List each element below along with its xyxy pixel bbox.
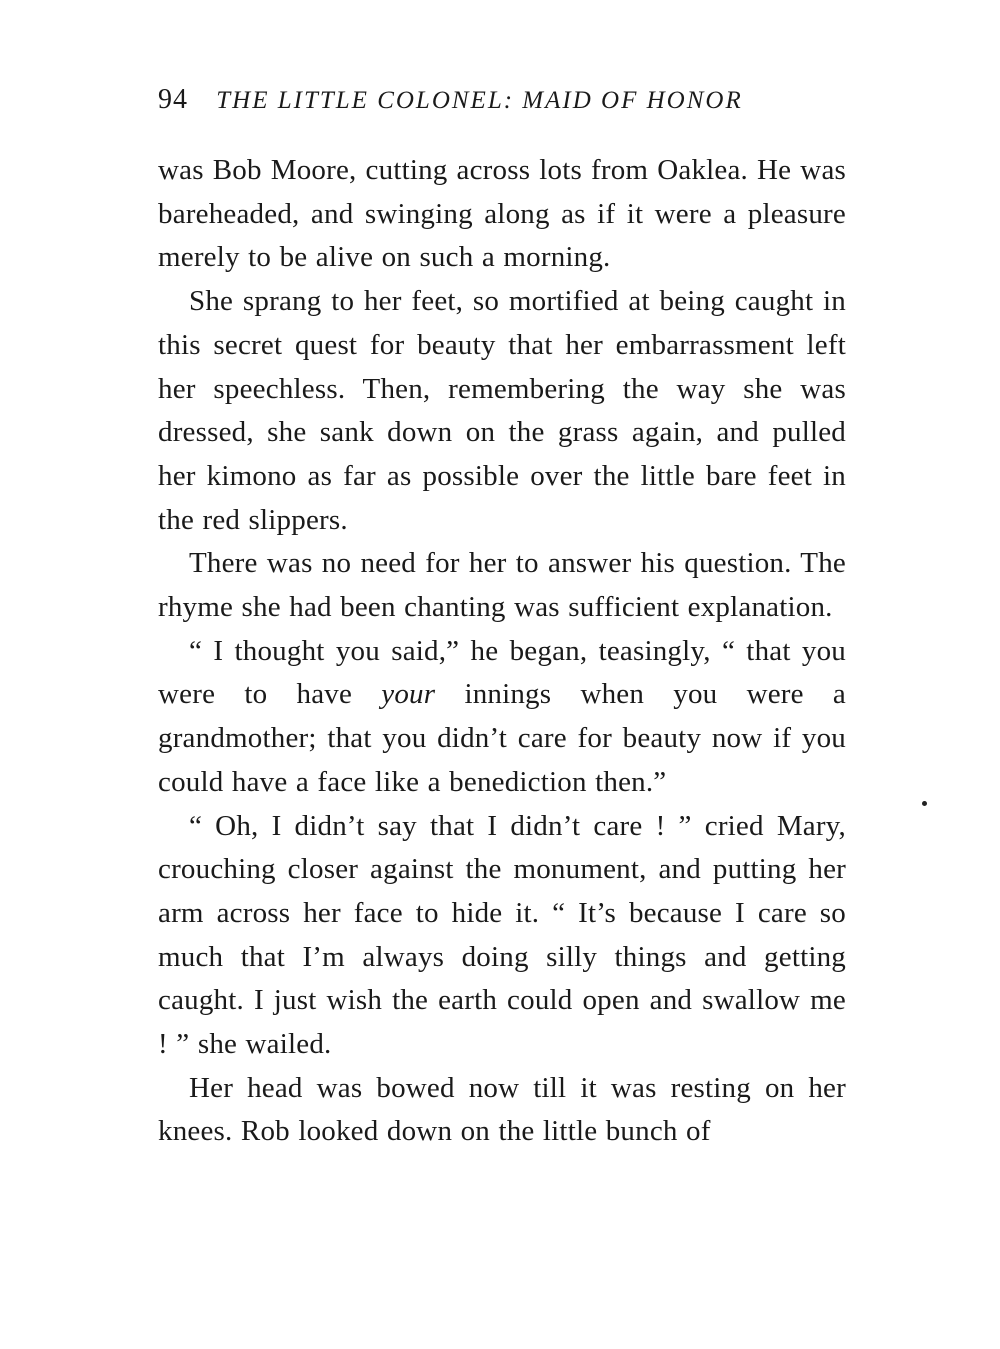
paragraph-text: “ I thought you said,” he began, teasingly, “ that you were to have bbox=[158, 634, 846, 711]
emphasized-word: your bbox=[381, 678, 436, 711]
paragraph-text: innings when you were a grandmother; that you didn’t care for beauty now if you could have a face like a benediction then.” bbox=[158, 678, 846, 798]
running-title: THE LITTLE COLONEL: MAID OF HONOR bbox=[216, 87, 743, 114]
paragraph-dialogue: “ Oh, I didn’t say that I didn’t care ! ” cried Mary, crouching closer against the monument, and putting her arm across her face to hide it. “ It’s because I care so much that I’m always doing silly things and getting caught. I just wish the earth could open and swallow me ! ” she wailed. bbox=[158, 809, 846, 1061]
running-header bbox=[158, 80, 858, 120]
scan-speck bbox=[922, 801, 927, 806]
paragraph-continuation: was Bob Moore, cutting across lots from Oaklea. He was bareheaded, and swinging along as if it were a pleasure merely to be alive on such a morning. bbox=[158, 154, 846, 274]
paragraph: She sprang to her feet, so mortified at being caught in this secret quest for beauty that her embarrassment left her speechless. Then, remembering the way she was dressed, she sank down on the grass again, and pulled her kimono as far as possible over the little bare feet in the red slippers. bbox=[158, 285, 846, 536]
body-text bbox=[158, 149, 846, 1154]
paragraph: Her head was bowed now till it was resting on her knees. Rob looked down on the little bunch of bbox=[158, 1071, 846, 1148]
page-number: 94 bbox=[158, 84, 188, 115]
paragraph-dialogue bbox=[158, 630, 846, 805]
paragraph: There was no need for her to answer his question. The rhyme she had been chanting was sufficient explanation. bbox=[158, 547, 846, 624]
